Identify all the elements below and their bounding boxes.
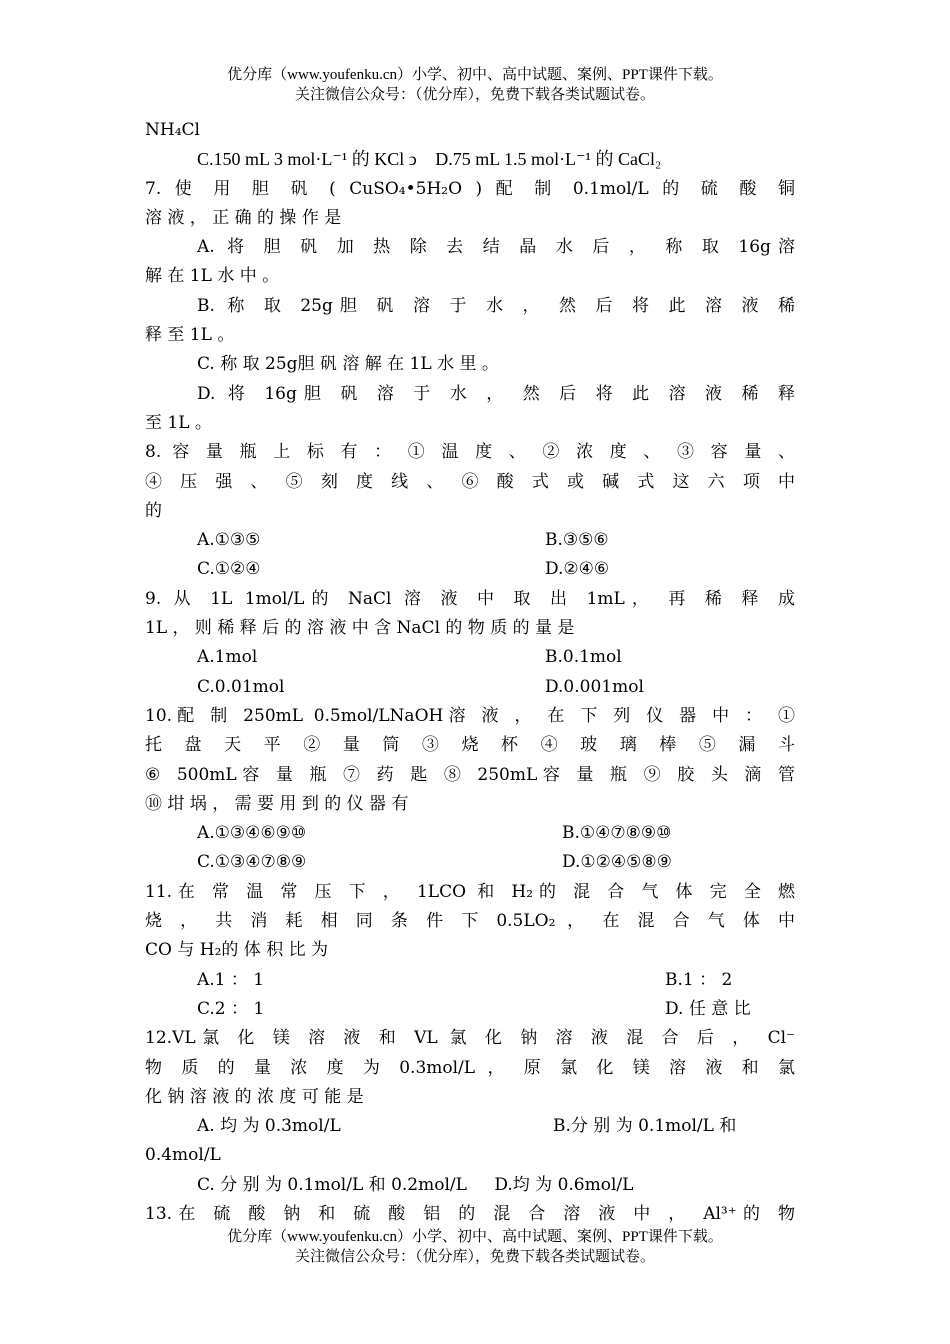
curl-icon: ↄ [408, 149, 417, 170]
q8-stem-line-1: 8. 容 量 瓶 上 标 有 ： ① 温 度 、 ② 浓 度 、 ③ 容 量 、 [145, 442, 795, 463]
q11-stem-line-1: 11.在 常 温 常 压 下 ， 1LCO 和 H₂的 混 合 气 体 完 全 燃 [145, 881, 795, 902]
q10-stem-line-3: ⑥ 500mL容 量 瓶 ⑦ 药 匙 ⑧ 250mL容 量 瓶 ⑨ 胶 头 滴 管 [145, 764, 795, 785]
q11-option-b: B.1 ： 2 [665, 969, 733, 990]
q7-option-b-line-2: 释 至 1L 。 [145, 325, 235, 346]
q8-stem-line-3: 的 [145, 500, 162, 521]
q10-options-ab [145, 819, 795, 848]
q12-options-cd [145, 1171, 795, 1200]
q11-option-d: D. 任 意 比 [665, 998, 751, 1019]
q10-stem-line-2: 托 盘 天 平 ② 量 筒 ③ 烧 杯 ④ 玻 璃 棒 ⑤ 漏 斗 [145, 735, 795, 756]
footer-line-1: 优分库（www.youfenku.cn）小学、初中、高中试题、案例、PPT课件下载。 [227, 1229, 723, 1245]
q9-option-c: C.0.01mol [197, 676, 285, 697]
q11-stem-line-3: CO 与 H₂的 体 积 比 为 [145, 940, 329, 961]
q10-option-d: D.①②④⑤⑧⑨ [562, 852, 672, 873]
q9-options-ab [145, 643, 795, 672]
q7-stem-line-2: 溶 液 ， 正 确 的 操 作 是 [145, 207, 342, 228]
q7-option-a-line-1: A. 将 胆 矾 加 热 除 去 结 晶 水 后 ， 称 取 16g溶 [197, 237, 795, 258]
q10-option-c: C.①③④⑦⑧⑨ [197, 852, 307, 873]
q7-option-a-line-2: 解 在 1L 水 中 。 [145, 266, 280, 287]
header-line-1: 优分库（www.youfenku.cn）小学、初中、高中试题、案例、PPT课件下载。 [227, 67, 723, 83]
q10-stem-line-4: ⑩ 坩 埚 ， 需 要 用 到 的 仪 器 有 [145, 793, 409, 814]
q6-option-c: C.150 mL 3 mol·L⁻¹ 的 KCl [197, 149, 405, 170]
q11-options-ab [145, 966, 795, 995]
q8-options-ab [145, 526, 795, 555]
q8-options-cd [145, 555, 795, 584]
header-line-2: 关注微信公众号：（优分库），免费下载各类试题试卷。 [294, 87, 655, 103]
q12-option-b: B.分 别 为 0.1mol/L 和 [553, 1116, 737, 1137]
footer-line-2: 关注微信公众号：（优分库），免费下载各类试题试卷。 [294, 1249, 655, 1265]
q11-option-a: A.1 ： 1 [197, 969, 265, 990]
q10-option-a: A.①③④⑥⑨⑩ [197, 823, 307, 844]
q11-stem-line-2: 烧 ， 共 消 耗 相 同 条 件 下 0.5LO₂ ， 在 混 合 气 体 中 [145, 911, 795, 932]
q12-stem-line-1: 12.VL氯 化 镁 溶 液 和 VL 氯 化 钠 溶 液 混 合 后 ， Cl⁻ [145, 1028, 795, 1049]
q7-stem-line-1: 7. 使 用 胆 矾 ( CuSO₄•5H₂O ) 配 制 0.1mol/L 的 硫 酸 铜 [145, 178, 795, 199]
q7-option-d-line-1: D. 将 16g胆 矾 溶 于 水 ， 然 后 将 此 溶 液 稀 释 [197, 383, 795, 404]
q11-options-cd [145, 995, 795, 1024]
q12-stem-line-3: 化 钠 溶 液 的 浓 度 可 能 是 [145, 1086, 364, 1107]
q12-stem-line-2: 物 质 的 量 浓 度 为 0.3mol/L ， 原 氯 化 镁 溶 液 和 氯 [145, 1057, 795, 1078]
q12-option-d: D.均 为 0.6mol/L [494, 1174, 634, 1195]
q9-option-b: B.0.1mol [545, 647, 622, 668]
q9-option-d: D.0.001mol [545, 676, 644, 697]
page-header [0, 65, 950, 105]
q9-stem-line-2: 1L ， 则 稀 释 后 的 溶 液 中 含 NaCl 的 物 质 的 量 是 [145, 618, 575, 639]
q12-option-a: A. 均 为 0.3mol/L [197, 1116, 341, 1137]
q7-option-b-line-1: B. 称 取 25g胆 矾 溶 于 水 ， 然 后 将 此 溶 液 稀 [197, 295, 795, 316]
q8-option-b: B.③⑤⑥ [545, 530, 609, 551]
q11-option-c: C.2 ： 1 [197, 998, 265, 1019]
q8-option-c: C.①②④ [197, 559, 261, 580]
q10-options-cd [145, 848, 795, 877]
q9-stem-line-1: 9. 从 1L 1mol/L的 NaCl 溶 液 中 取 出 1mL， 再 稀 释 成 [145, 588, 795, 609]
q10-stem-line-1: 10.配 制 250mL 0.5mol/LNaOH溶 液 ， 在 下 列 仪 器 中 ： ① [145, 705, 795, 726]
q12-option-c: C. 分 别 为 0.1mol/L 和 0.2mol/L [197, 1174, 467, 1195]
document-body [145, 116, 795, 1229]
q6-tail: NH₄Cl [145, 120, 200, 140]
q8-option-d: D.②④⑥ [545, 559, 610, 580]
q13-stem-line-1: 13.在 硫 酸 钠 和 硫 酸 铝 的 混 合 溶 液 中 ， Al³⁺的 物 [145, 1203, 795, 1224]
q6-option-d: D.75 mL 1.5 mol·L⁻¹ 的 CaCl₂ [435, 149, 662, 170]
q7-option-c: C. 称 取 25g胆 矾 溶 解 在 1L 水 里 。 [197, 354, 499, 375]
q12-option-b-cont: 0.4mol/L [145, 1145, 221, 1166]
q6-options-cd [145, 145, 795, 174]
page-footer [0, 1227, 950, 1267]
q12-options-ab [145, 1112, 795, 1141]
q8-option-a: A.①③⑤ [197, 530, 261, 551]
q8-stem-line-2: ④ 压 强 、 ⑤ 刻 度 线 、 ⑥ 酸 式 或 碱 式 这 六 项 中 [145, 471, 795, 492]
q7-option-d-line-2: 至 1L 。 [145, 412, 212, 433]
q9-option-a: A.1mol [197, 647, 258, 668]
q10-option-b: B.①④⑦⑧⑨⑩ [562, 823, 672, 844]
q9-options-cd [145, 673, 795, 702]
